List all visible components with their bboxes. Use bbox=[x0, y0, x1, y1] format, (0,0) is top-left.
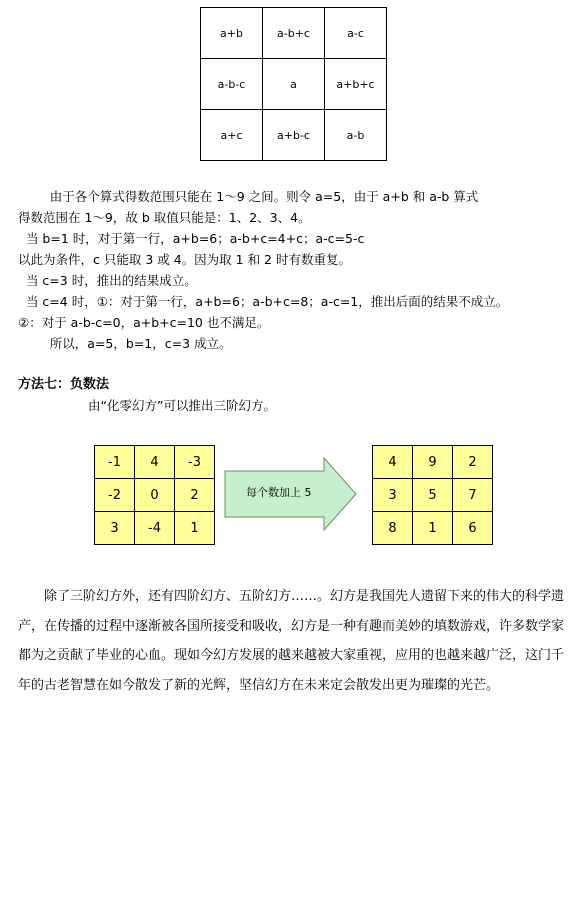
square-cell: 8 bbox=[373, 512, 413, 545]
closing-paragraph: 除了三阶幻方外，还有四阶幻方、五阶幻方……。幻方是我国先人遗留下来的伟大的科学遗产，在传播的过程中逐渐被各国所接受和吸收，幻方是一种有趣而美妙的填数游戏，许多数学家都为之贡献了毕业的心血。现如今幻方发展的越来越被大家重视，应用的也越来越广泛，这门千年的古老智慧在如今散发了新的光辉，坚信幻方在未来定会散发出更为璀璨的光芒。 bbox=[18, 589, 565, 693]
text-line: 所以，a=5，b=1，c=3 成立。 bbox=[18, 336, 232, 351]
text-line: 由于各个算式得数范围只能在 1～9 之间。则令 a=5，由于 a+b 和 a-b 算式 bbox=[18, 189, 479, 204]
text-line: 以此为条件，c 只能取 3 或 4。因为取 1 和 2 时有数重复。 bbox=[18, 252, 351, 267]
square-cell: 4 bbox=[135, 446, 175, 479]
method-heading: 方法七：负数法 bbox=[18, 377, 110, 392]
text-line: 得数范围在 1～9，故 b 取值只能是：1、2、3、4。 bbox=[18, 210, 311, 225]
grid-cell: a-b bbox=[325, 110, 387, 161]
method-subline: 由“化零幻方”可以推出三阶幻方。 bbox=[88, 398, 276, 413]
square-cell: -1 bbox=[95, 446, 135, 479]
square-cell: 7 bbox=[453, 479, 493, 512]
grid-cell: a+c bbox=[201, 110, 263, 161]
square-cell: 0 bbox=[135, 479, 175, 512]
square-cell: 1 bbox=[413, 512, 453, 545]
arrow-label: 每个数加上 5 bbox=[246, 486, 312, 499]
square-cell: 4 bbox=[373, 446, 413, 479]
grid-cell: a-b+c bbox=[263, 8, 325, 59]
square-cell: 6 bbox=[453, 512, 493, 545]
grid-cell: a-b-c bbox=[201, 59, 263, 110]
algebraic-magic-square bbox=[200, 7, 387, 161]
square-cell: 2 bbox=[453, 446, 493, 479]
magic-square-result bbox=[372, 445, 493, 545]
grid-cell: a+b+c bbox=[325, 59, 387, 110]
square-cell: -3 bbox=[175, 446, 215, 479]
grid-cell: a-c bbox=[325, 8, 387, 59]
zero-magic-square bbox=[94, 445, 215, 545]
square-cell: 9 bbox=[413, 446, 453, 479]
square-cell: 5 bbox=[413, 479, 453, 512]
text-line: ②：对于 a-b-c=0，a+b+c=10 也不满足。 bbox=[18, 315, 270, 330]
text-line: 当 b=1 时，对于第一行，a+b=6；a-b+c=4+c；a-c=5-c bbox=[18, 231, 365, 246]
grid-cell: a+b-c bbox=[263, 110, 325, 161]
grid-cell: a+b bbox=[201, 8, 263, 59]
square-cell: 3 bbox=[95, 512, 135, 545]
square-cell: -4 bbox=[135, 512, 175, 545]
square-cell: 2 bbox=[175, 479, 215, 512]
grid-cell: a bbox=[263, 59, 325, 110]
square-cell: 3 bbox=[373, 479, 413, 512]
text-line: 当 c=4 时，①：对于第一行，a+b=6；a-b+c=8；a-c=1，推出后面的结果不成立。 bbox=[18, 294, 509, 309]
square-cell: -2 bbox=[95, 479, 135, 512]
square-cell: 1 bbox=[175, 512, 215, 545]
text-line: 当 c=3 时，推出的结果成立。 bbox=[18, 273, 197, 288]
